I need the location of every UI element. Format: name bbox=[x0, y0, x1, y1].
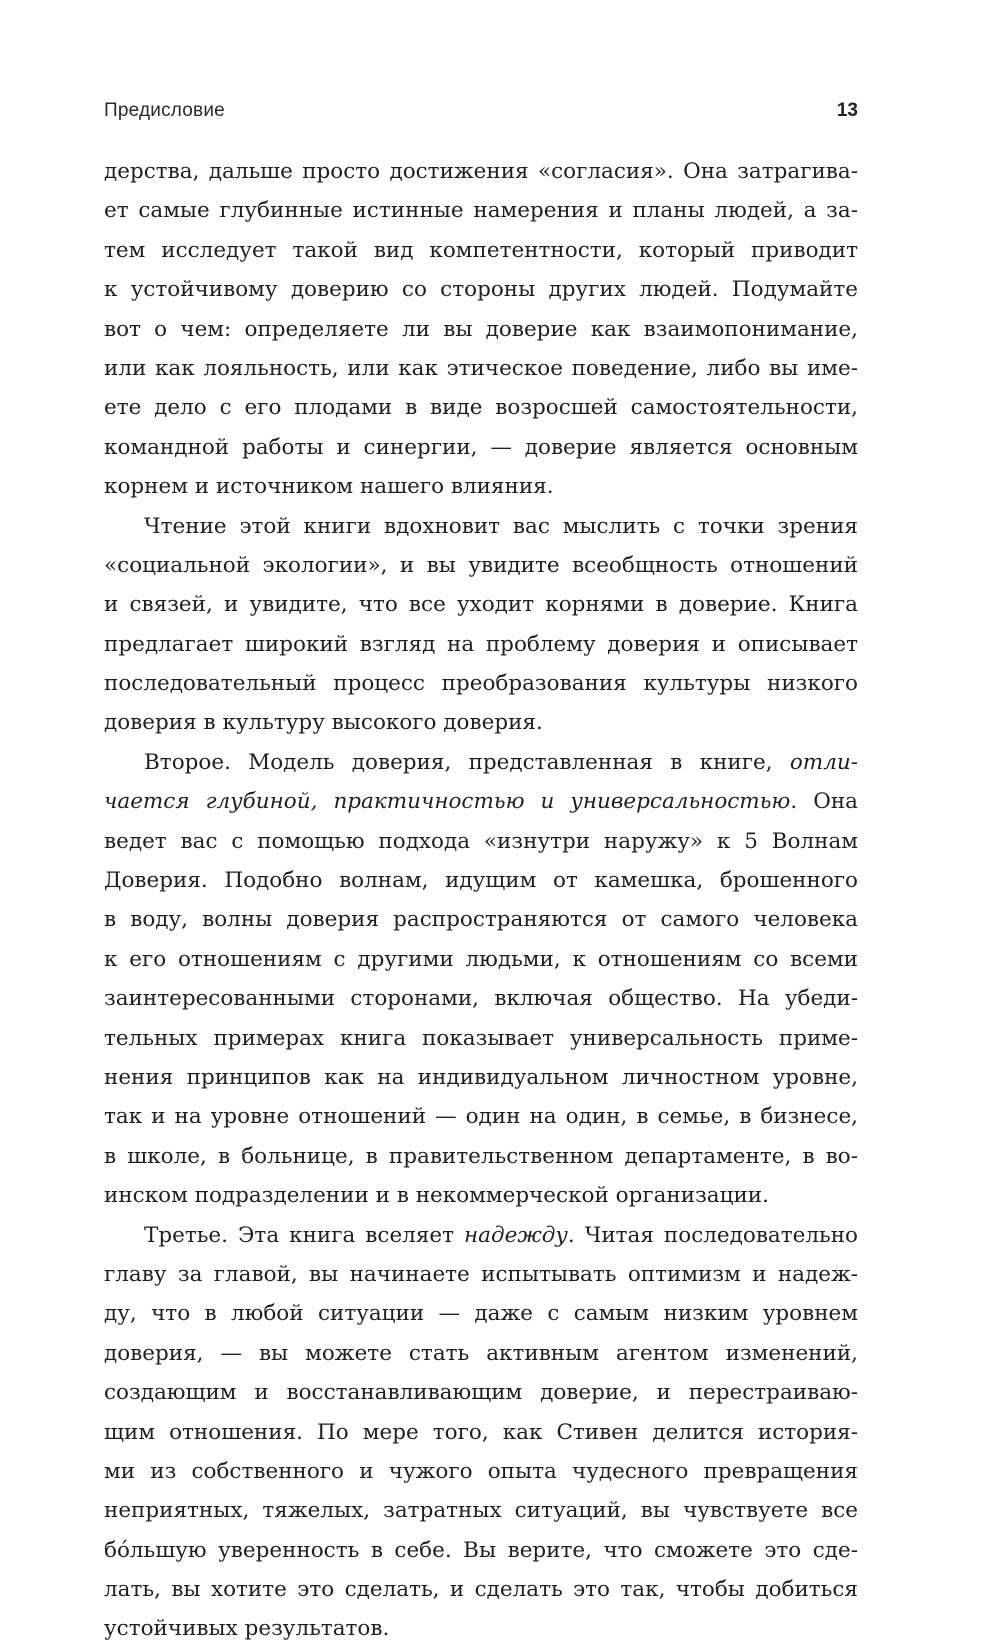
text-line: корнем и источником нашего влияния. bbox=[104, 474, 554, 500]
text-line bbox=[104, 743, 858, 782]
text-line: ете дело с его плодами в виде возросшей самостоятельности, bbox=[104, 395, 858, 421]
italic-text: чается глубиной, практичностью и универсальностью bbox=[104, 789, 791, 815]
text-line: тельных примерах книга показывает универсальность приме- bbox=[104, 1025, 858, 1051]
text-line: ми из собственного и чужого опыта чудесного превращения bbox=[104, 1458, 858, 1484]
text-line: щим отношения. По мере того, как Стивен делится история- bbox=[104, 1419, 858, 1445]
text-line: дерства, дальше просто достижения «согласия». Она затрагива- bbox=[104, 159, 858, 184]
text-line: или как лояльность, или как этическое поведение, либо вы име- bbox=[104, 355, 858, 381]
text-line: главу за главой, вы начинаете испытывать оптимизм и надеж- bbox=[104, 1261, 858, 1287]
text-line: «социальной экологии», и вы увидите всеобщность отношений bbox=[104, 552, 858, 578]
text-line bbox=[104, 782, 858, 821]
italic-text: отли- bbox=[789, 749, 858, 775]
text-line: так и на уровне отношений — один на один, в семье, в бизнесе, bbox=[104, 1104, 858, 1130]
text-line: лать, вы хотите это сделать, и сделать это так, чтобы добиться bbox=[104, 1577, 858, 1603]
text-line: доверия в культуру высокого доверия. bbox=[104, 710, 543, 736]
text-line: и связей, и увидите, что все уходит корнями в доверие. Книга bbox=[104, 592, 858, 618]
text-line: в воду, волны доверия распространяются от самого человека bbox=[104, 907, 858, 933]
text-line: создающим и восстанавливающим доверие, и перестраиваю- bbox=[104, 1380, 858, 1406]
text-line: предлагает широкий взгляд на проблему доверия и описывает bbox=[104, 631, 858, 657]
text-run: . Читая последовательно bbox=[567, 1222, 858, 1248]
text-line: последовательный процесс преобразования культуры низкого bbox=[104, 671, 858, 697]
text-line: в школе, в больнице, в правительственном департаменте, в во- bbox=[104, 1143, 858, 1169]
page-number: 13 bbox=[836, 100, 858, 121]
text-line: тем исследует такой вид компетентности, который приводит bbox=[104, 237, 858, 263]
text-line: вот о чем: определяете ли вы доверие как взаимопонимание, bbox=[104, 316, 858, 342]
text-line: ет самые глубинные истинные намерения и планы людей, а за- bbox=[104, 198, 858, 224]
text-line: нения принципов как на индивидуальном личностном уровне, bbox=[104, 1064, 858, 1090]
text-run: Третье. Эта книга вселяет bbox=[144, 1222, 465, 1248]
section-title: Предисловие bbox=[104, 100, 225, 121]
text-line: заинтересованными сторонами, включая общество. На убеди- bbox=[104, 986, 858, 1012]
text-line: к его отношениям с другими людьми, к отношениям со всеми bbox=[104, 946, 858, 972]
text-line: Чтение этой книги вдохновит вас мыслить с точки зрения bbox=[144, 513, 858, 539]
text-line: доверия, — вы можете стать активным агентом изменений, bbox=[104, 1340, 858, 1366]
text-line: ведет вас с помощью подхода «изнутри наружу» к 5 Волнам bbox=[104, 828, 858, 854]
text-line: ду, что в любой ситуации — даже с самым низким уровнем bbox=[104, 1301, 858, 1327]
text-line: инском подразделении и в некоммерческой организации. bbox=[104, 1183, 769, 1209]
text-line: командной работы и синергии, — доверие является основным bbox=[104, 434, 858, 460]
running-head bbox=[104, 100, 858, 130]
text-line: к устойчивому доверию со стороны других людей. Подумайте bbox=[104, 277, 858, 303]
text-line: устойчивых результатов. bbox=[104, 1616, 390, 1642]
text-run: . Она bbox=[790, 789, 858, 815]
text-run: Второе. Модель доверия, представленная в книге, bbox=[144, 749, 790, 775]
text-line bbox=[104, 1216, 858, 1255]
text-line: бóльшую уверенность в себе. Вы верите, что сможете это сде- bbox=[104, 1537, 858, 1563]
text-line: неприятных, тяжелых, затратных ситуаций, вы чувствуете все bbox=[104, 1498, 858, 1524]
italic-text: надежду bbox=[464, 1222, 568, 1248]
text-line: Доверия. Подобно волнам, идущим от камешка, брошенного bbox=[104, 868, 858, 894]
body-text bbox=[104, 152, 858, 1649]
